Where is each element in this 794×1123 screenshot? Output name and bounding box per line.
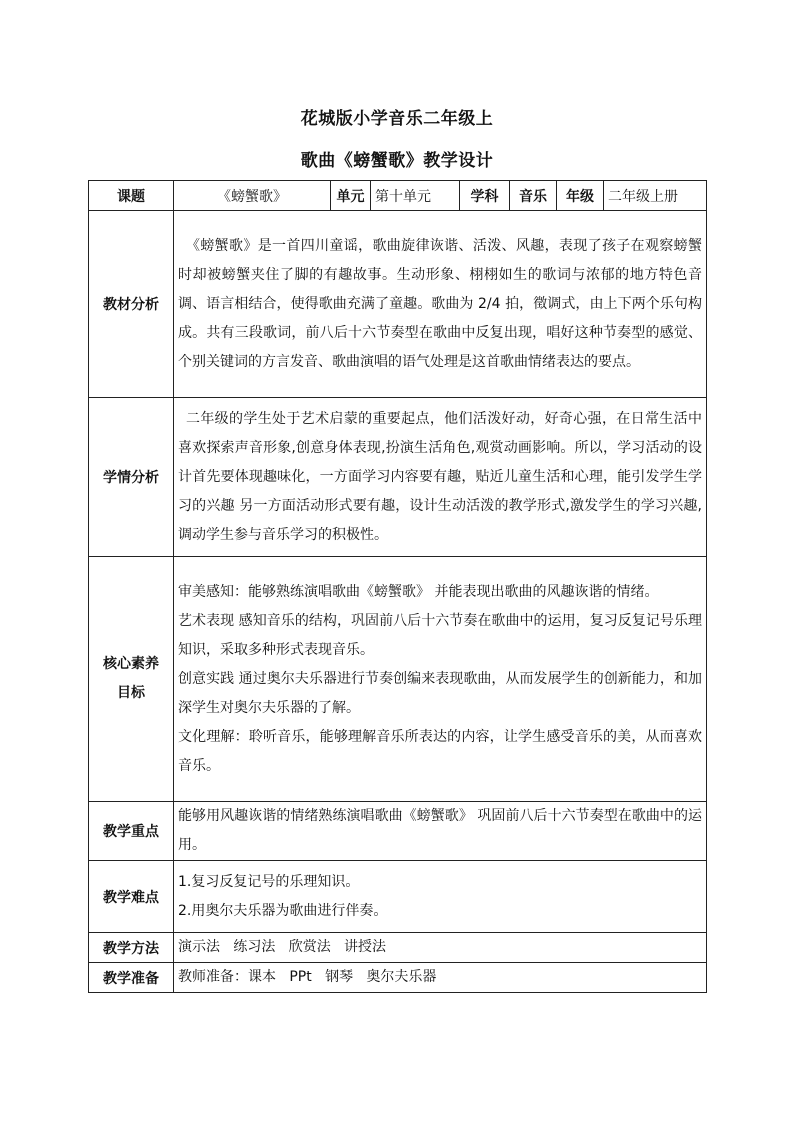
topic-value: 《螃蟹歌》: [174, 181, 331, 211]
preparation-row: [89, 963, 707, 993]
difficulty-item: 1.复习反复记号的乐理知识。: [178, 873, 360, 890]
info-row: [89, 181, 707, 211]
core-goals-label: [89, 557, 174, 802]
difficulties-row: [89, 861, 707, 933]
core-goals-row: [89, 557, 707, 802]
subject-value: 音乐: [510, 181, 557, 211]
material-analysis-paragraph: 《螃蟹歌》是一首四川童谣，歌曲旋律诙谐、活泼、风趣，表现了孩子在观察螃蟹时却被螃蟹夹住了脚的有趣故事。生动形象、栩栩如生的歌词与浓郁的地方特色音调、语言相结合，使得歌曲充满了童趣。歌曲为 2/4 拍，徵调式，由上下两个乐句构成。共有三段歌词，前八后十六节奏型在歌曲中反复出现，唱好这种节奏型的感觉、个别关键词的方言发音、歌曲演唱的语气处理是这首歌曲情绪表达的要点。: [178, 237, 702, 370]
key-points-paragraph: 能够用风趣诙谐的情绪熟练演唱歌曲《螃蟹歌》 巩固前八后十六节奏型在歌曲中的运用。: [178, 808, 702, 853]
goal-aesthetic: 审美感知：能够熟练演唱歌曲《螃蟹歌》 并能表现出歌曲的风趣诙谐的情绪。: [178, 583, 659, 600]
core-goals-text: [174, 557, 707, 802]
document-subtitle: 歌曲《螃蟹歌》教学设计: [300, 151, 494, 171]
methods-label: 教学方法: [89, 933, 174, 963]
goal-creative-practice: 创意实践 通过奥尔夫乐器进行节奏创编来表现歌曲，从而发展学生的创新能力，和加深学生对奥尔夫乐器的了解。: [178, 670, 702, 716]
key-points-row: [89, 802, 707, 861]
key-points-label: 教学重点: [89, 802, 174, 861]
material-analysis-text: [174, 211, 707, 398]
preparation-label: 教学准备: [89, 963, 174, 993]
methods-row: [89, 933, 707, 963]
preparation-text: 教师准备：课本 PPt 钢琴 奥尔夫乐器: [174, 963, 707, 993]
core-goals-label-line1: 核心素养: [103, 656, 159, 672]
student-analysis-label: 学情分析: [89, 398, 174, 557]
document-title: 花城版小学音乐二年级上: [300, 109, 494, 129]
grade-label: 年级: [557, 181, 604, 211]
goal-cultural-understanding: 文化理解：聆听音乐，能够理解音乐所表达的内容，让学生感受音乐的美，从而喜欢音乐。: [178, 728, 702, 774]
material-analysis-row: [89, 211, 707, 398]
difficulties-text: [174, 861, 707, 933]
difficulty-item: 2.用奥尔夫乐器为歌曲进行伴奏。: [178, 902, 388, 919]
unit-label: 单元: [331, 181, 371, 211]
student-analysis-row: [89, 398, 707, 557]
topic-label: 课题: [89, 181, 174, 211]
lesson-plan-table: [88, 180, 707, 993]
key-points-text: [174, 802, 707, 861]
methods-text: 演示法 练习法 欣赏法 讲授法: [174, 933, 707, 963]
student-analysis-paragraph: 二年级的学生处于艺术启蒙的重要起点，他们活泼好动，好奇心强，在日常生活中喜欢探索声音形象,创意身体表现,扮演生活角色,观赏动画影响。所以，学习活动的设计首先要体现趣味化，一方面学习内容要有趣，贴近儿童生活和心理，能引发学生学习的兴趣 另一方面活动形式要有趣，设计生动活泼的教学形式,激发学生的学习兴趣,调动学生参与音乐学习的积极性。: [178, 410, 702, 543]
difficulties-label: 教学难点: [89, 861, 174, 933]
student-analysis-text: [174, 398, 707, 557]
goal-artistic-expression: 艺术表现 感知音乐的结构，巩固前八后十六节奏在歌曲中的运用，复习反复记号乐理知识，采取多种形式表现音乐。: [178, 612, 702, 658]
subject-label: 学科: [460, 181, 510, 211]
unit-value: 第十单元: [371, 181, 460, 211]
grade-value: 二年级上册: [604, 181, 707, 211]
core-goals-label-line2: 目标: [117, 685, 145, 701]
material-analysis-label: 教材分析: [89, 211, 174, 398]
